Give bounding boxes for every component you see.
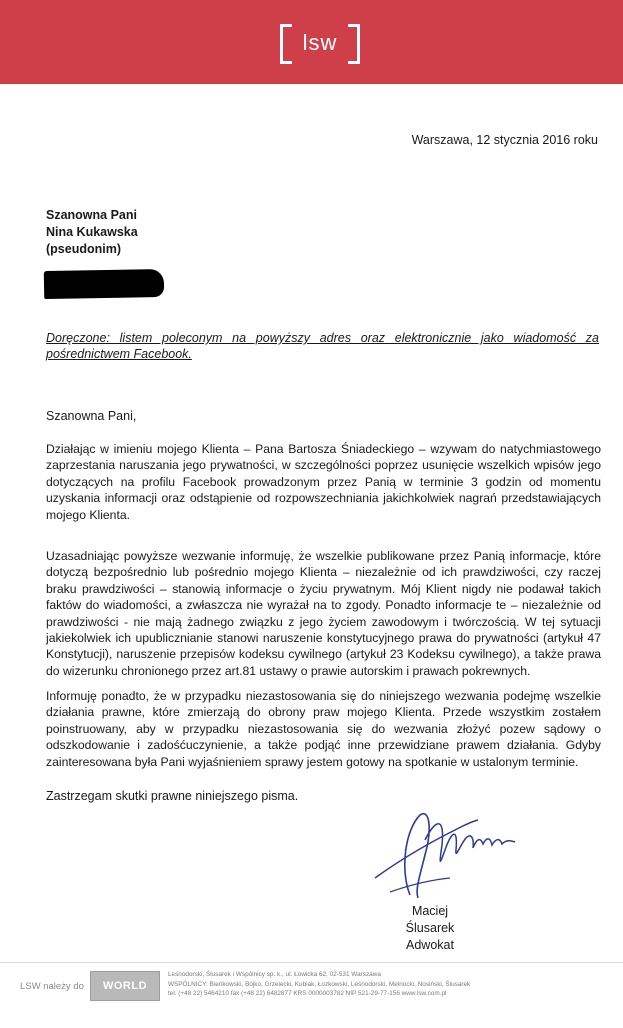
salutation: Szanowna Pani, [46,409,137,423]
letter-date: Warszawa, 12 stycznia 2016 roku [411,133,598,147]
body-paragraph-2: Uzasadniając powyższe wezwanie informuję, że wszelkie publikowane przez Panią informacje, które dotyczą bezpośrednio lub pośrednio mojego Klienta – niezależnie od ich prawdziwości, czy raczej braku prawdziwości – stanowią informacje o życiu prywatnym. Mój Klient nigdy nie podawał takich faktów do wiadomości, a zwłaszcza nie wyrażał na to zgody. Ponadto informacje te – niezależnie od prawdziwości - nie mają żadnego związku z jego życiem zawodowym i twórczością. W tej sytuacji jakiekolwiek ich upublicznianie stanowi naruszenie konstytucyjnego prawa do prywatności (artykuł 47 Konstytucji), naruszenie przepisów kodeksu cywilnego (artykuł 23 Kodeksu cywilnego), a także prawa do wizerunku chronionego przez art.81 ustawy o prawie autorskim i prawach pokrewnych. [46,549,601,678]
delivery-note: Doręczone: listem poleconym na powyższy adres oraz elektronicznie jako wiadomość za pośrednictwem Facebook. [46,331,599,361]
body-paragraph-1: Działając w imieniu mojego Klienta – Pana Bartosza Śniadeckiego – wzywam do natychmiastowego zaprzestania naruszania jego prywatności, w szczególności poprzez usunięcie wszelkich wpisów jego dotyczących na profilu Facebook prowadzonym przez Panią w terminie 3 godzin od momentu uzyskania informacji oraz odstąpienie od rozpowszechniania jakichkolwiek nagrań przedstawiających mojego Klienta. [46,442,601,522]
footer-registration: tel. (+48 22) 5464210 fax (+48 22) 6482877 KRS 0000003782 NIP 521-29-77-156 www.lsw.com.pl [168,990,447,998]
redacted-address [44,269,164,299]
logo-text: lsw [302,30,338,55]
closing-statement: Zastrzegam skutki prawne niniejszego pisma. [46,789,299,803]
lsw-logo [280,24,360,66]
footer-contact-info [168,970,613,999]
letterhead-band [0,0,623,84]
footer-divider [0,962,623,963]
handwritten-signature [370,800,540,910]
recipient-name: Nina Kukawska [46,225,138,239]
recipient-block [46,207,138,258]
signer-title: Adwokat [406,938,454,952]
footer-label: LSW należy do [20,981,84,992]
signer-name: Maciej Ślusarek [405,904,455,935]
body-paragraph-3: Informuję ponadto, że w przypadku niezastosowania się do niniejszego wezwania podejmę wszelkie działania prawne, które zmierzają do obrony praw mojego Klienta. Przede wszystkim zostałem poinstruowany, aby w przypadku niezastosowania się do wezwania złożyć pozew sądowy o odszkodowanie i zadośćuczynienie, a także podjąć inne przewidziane prawem działania. Gdyby zainteresowana była Pani wyjaśnieniem sprawy jestem gotowy na spotkanie w ustalonym terminie. [46,689,601,769]
world-link-logo: WORLD LINK [90,971,160,1001]
footer-partners: WSPÓLNICY: Bieńkowski, Bójko, Grzelecki, Kubiak, Łozkowski, Leśnodorski, Melnocki, Nosiński, Ślusarek [168,980,471,988]
footer-address: Leśnodorski, Ślusarek i Wspólnicy sp. k., ul. Łowicka 62, 02-531 Warszawa [168,971,381,978]
logo-bracket-right [348,24,360,64]
recipient-pseudonym: (pseudonim) [46,242,121,256]
recipient-greeting: Szanowna Pani [46,208,137,222]
signer-block [386,903,474,954]
